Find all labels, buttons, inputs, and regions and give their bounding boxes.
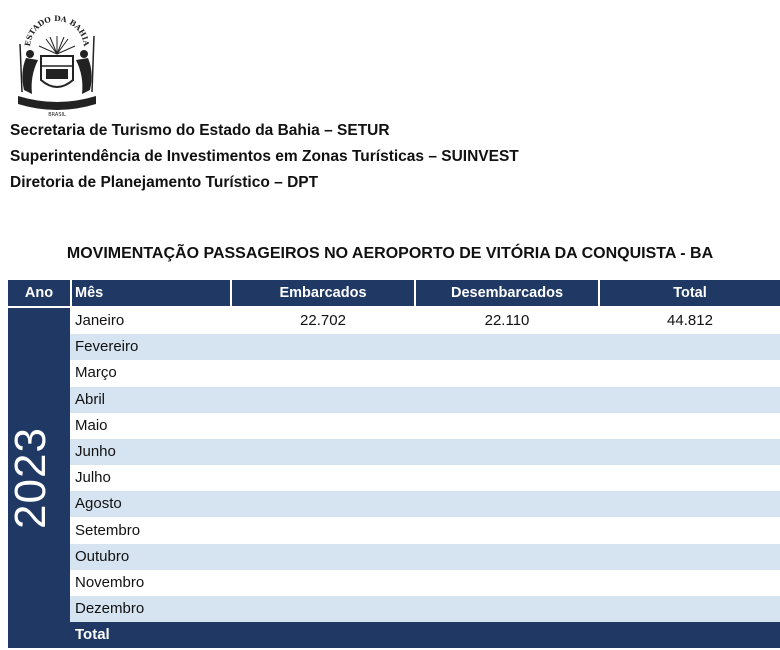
total-cell: 44.812 — [667, 312, 713, 329]
total-cell — [600, 465, 780, 491]
total-cell — [600, 518, 780, 544]
total-cell — [600, 544, 780, 570]
org-superintendency: Superintendência de Investimentos em Zonas Turísticas – SUINVEST — [10, 148, 519, 165]
embarcados-cell — [232, 596, 414, 622]
embarcados-cell: 22.702 — [300, 312, 346, 329]
state-coat-of-arms-logo — [8, 14, 106, 118]
table-row — [70, 387, 780, 413]
table-row — [70, 544, 780, 570]
desembarcados-cell: 22.110 — [484, 312, 530, 329]
embarcados-cell — [232, 465, 414, 491]
desembarcados-cell — [416, 360, 598, 386]
month-cell: Janeiro — [75, 312, 125, 329]
org-secretariat: Secretaria de Turismo do Estado da Bahia – SETUR — [10, 122, 390, 139]
table-row — [70, 465, 780, 491]
total-cell — [600, 387, 780, 413]
table-row — [70, 413, 780, 439]
month-cell: Outubro — [75, 547, 130, 565]
total-cell — [600, 491, 780, 517]
org-directorate: Diretoria de Planejamento Turístico – DPT — [10, 174, 319, 191]
embarcados-cell — [232, 387, 414, 413]
desembarcados-cell — [416, 439, 598, 465]
total-cell — [600, 439, 780, 465]
embarcados-cell — [232, 570, 414, 596]
total-cell — [600, 360, 780, 386]
table-row — [70, 491, 780, 517]
organization-header — [10, 118, 519, 196]
desembarcados-cell — [416, 544, 598, 570]
embarcados-cell — [232, 491, 414, 517]
year-label: 2023 — [6, 427, 55, 529]
month-cell: Julho — [75, 469, 111, 487]
desembarcados-cell — [416, 413, 598, 439]
total-cell — [600, 334, 780, 360]
desembarcados-cell — [416, 491, 598, 517]
total-cell — [600, 570, 780, 596]
month-cell: Maio — [75, 416, 108, 434]
total-label: Total — [75, 626, 110, 643]
month-cell: Março — [75, 364, 117, 382]
desembarcados-cell — [416, 465, 598, 491]
header-mes: Mês — [72, 280, 230, 306]
table-row — [70, 360, 780, 386]
month-cell: Junho — [75, 443, 116, 460]
embarcados-cell — [232, 544, 414, 570]
table-total-row — [70, 622, 780, 648]
table-row — [70, 334, 780, 360]
month-cell: Setembro — [75, 521, 141, 539]
header-total: Total — [600, 280, 780, 306]
desembarcados-cell — [416, 518, 598, 544]
desembarcados-cell — [416, 570, 598, 596]
table-row — [70, 518, 780, 544]
report-title: MOVIMENTAÇÃO PASSAGEIROS NO AEROPORTO DE VITÓRIA DA CONQUISTA - BA — [66, 245, 714, 262]
header-embarcados: Embarcados — [232, 280, 414, 306]
table-header — [0, 280, 780, 306]
embarcados-cell — [232, 334, 414, 360]
total-cell — [600, 413, 780, 439]
table-row — [70, 439, 780, 465]
embarcados-cell — [232, 413, 414, 439]
table-row — [70, 596, 780, 622]
embarcados-cell — [232, 360, 414, 386]
desembarcados-cell — [416, 387, 598, 413]
embarcados-cell — [232, 439, 414, 465]
month-cell: Dezembro — [75, 600, 145, 618]
table-row — [70, 308, 780, 334]
svg-text:ESTADO DA BAHIA: ESTADO DA BAHIA — [22, 14, 92, 47]
embarcados-cell — [232, 518, 414, 544]
month-cell: Fevereiro — [75, 338, 139, 356]
desembarcados-cell — [416, 334, 598, 360]
month-cell: Agosto — [75, 495, 122, 513]
table-row — [70, 570, 780, 596]
total-cell — [600, 596, 780, 622]
desembarcados-cell — [416, 596, 598, 622]
month-cell: Novembro — [75, 574, 145, 591]
header-ano: Ano — [8, 280, 70, 306]
month-cell: Abril — [75, 390, 106, 408]
svg-text:BRASIL: BRASIL — [48, 112, 66, 118]
header-desembarcados: Desembarcados — [416, 280, 598, 306]
